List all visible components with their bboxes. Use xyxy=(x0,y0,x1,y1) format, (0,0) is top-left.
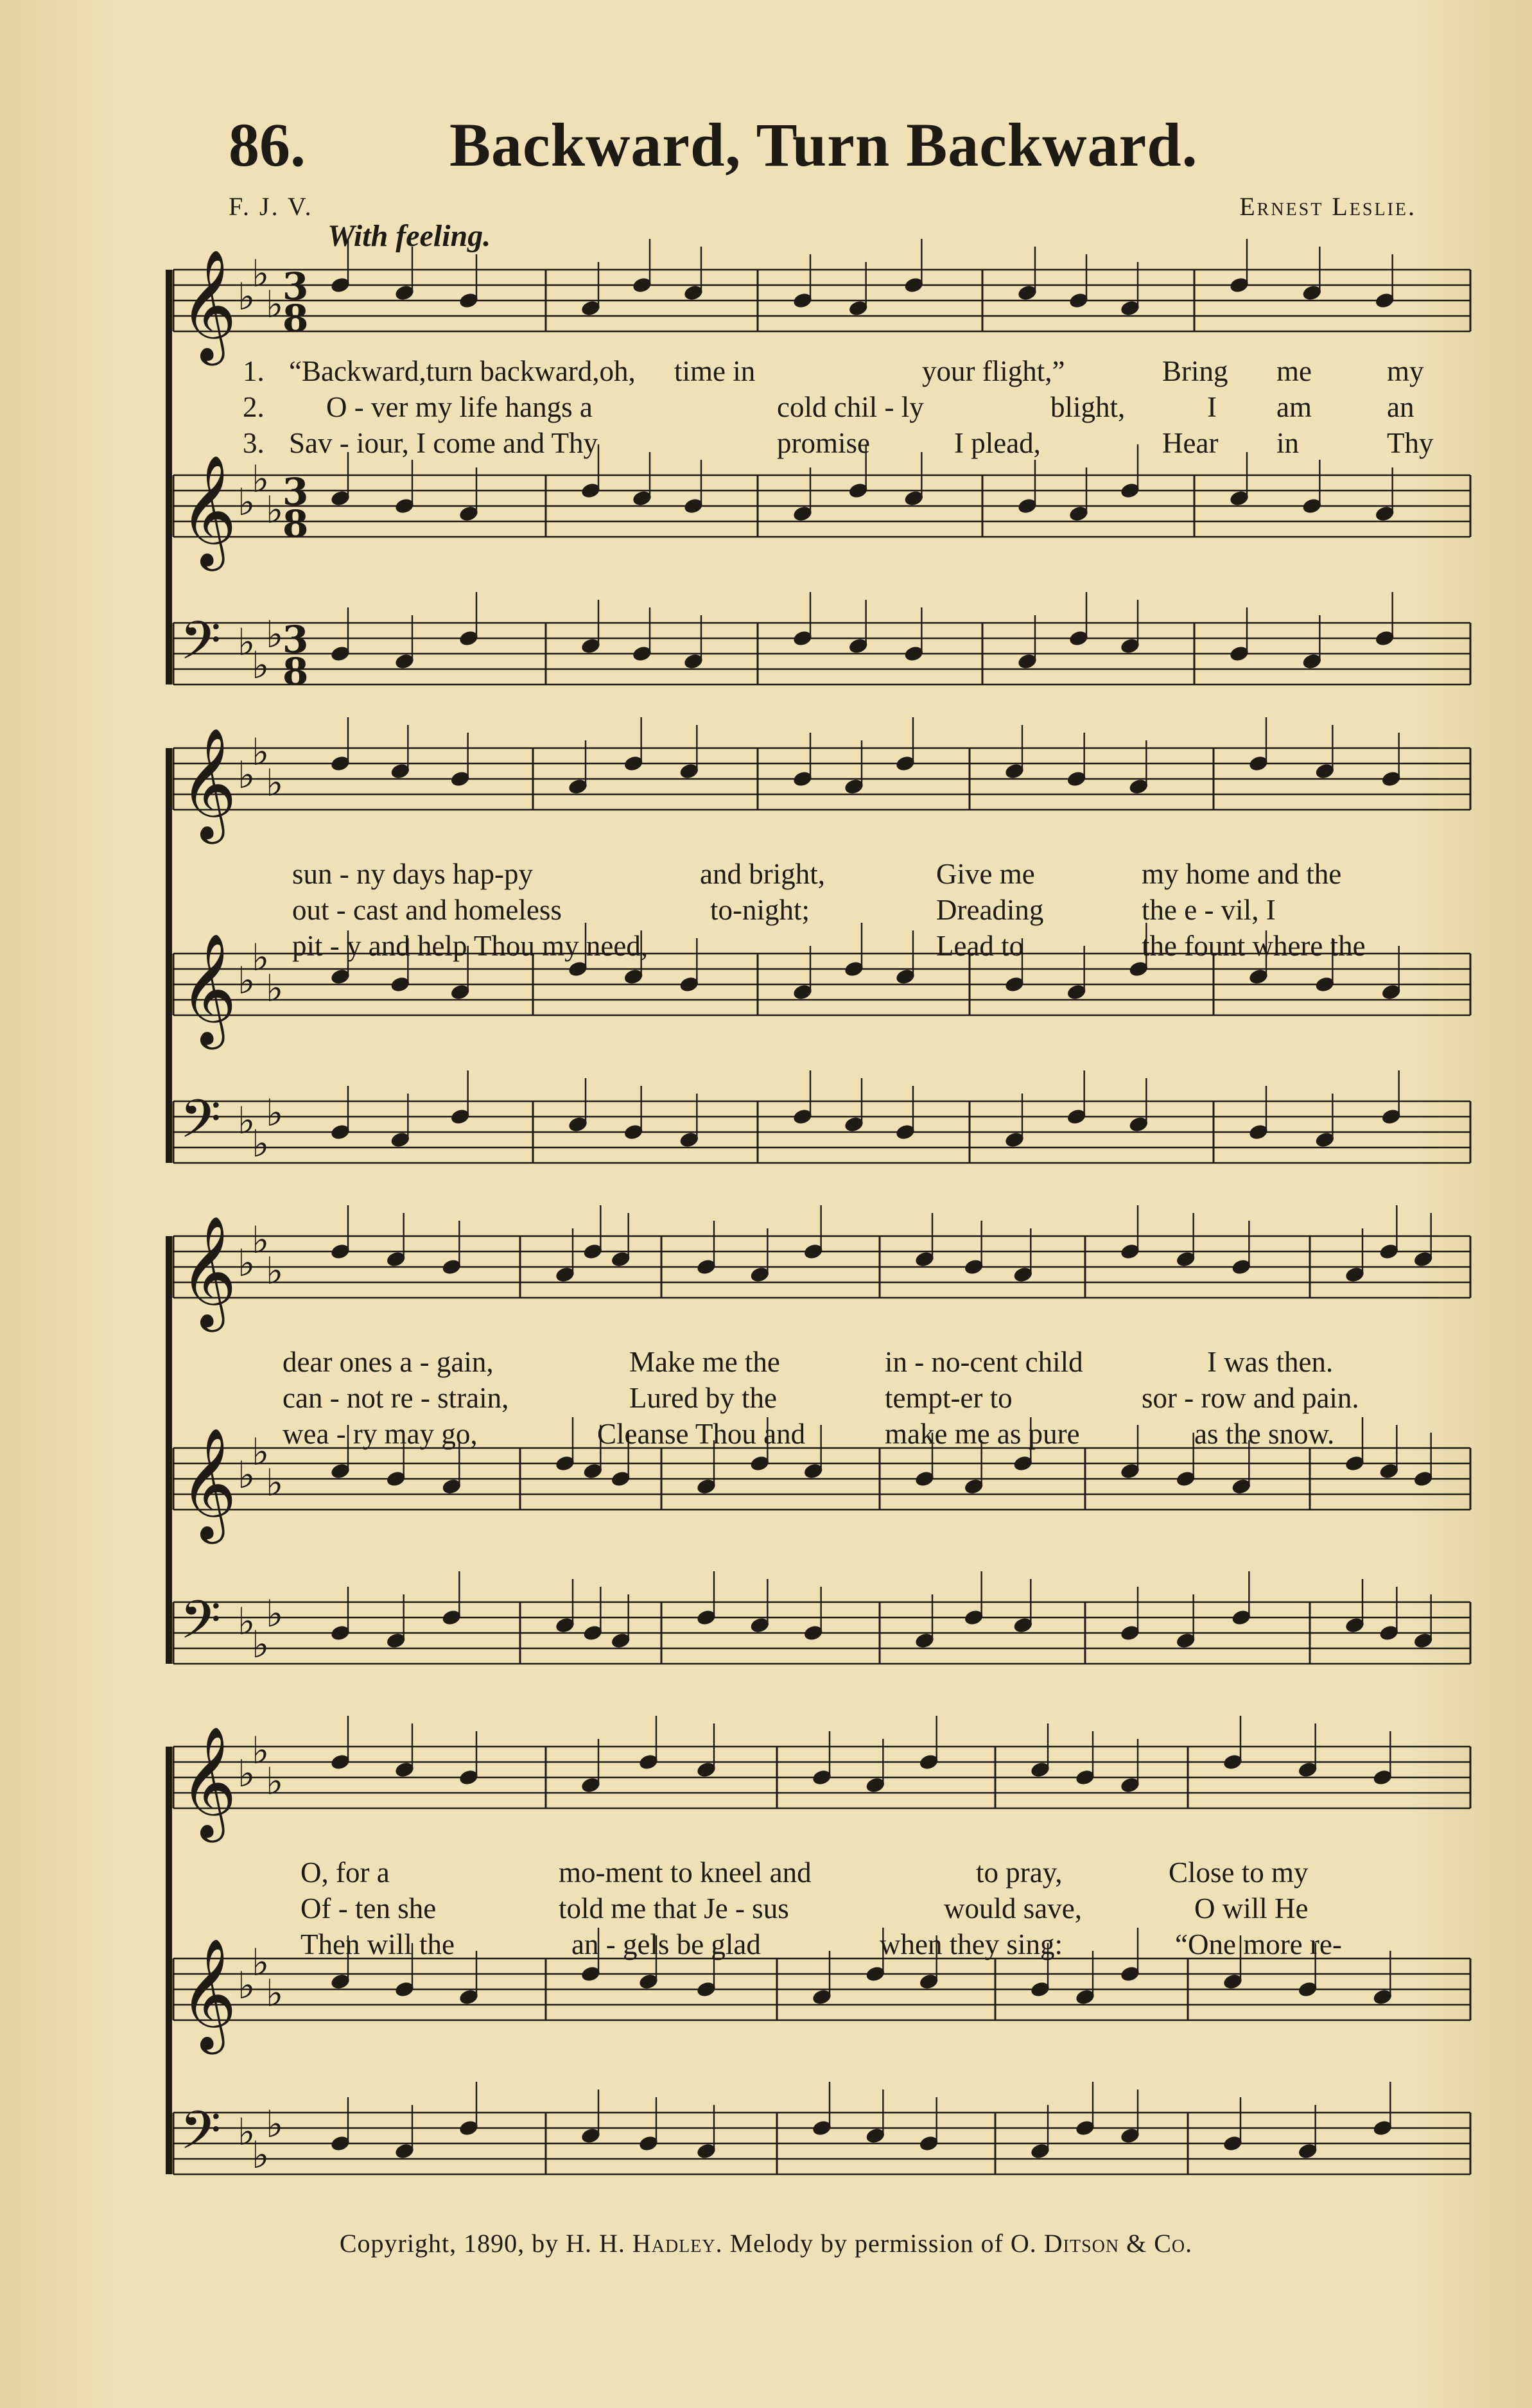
staff xyxy=(173,2082,1470,2177)
flat-icon: ♭ xyxy=(252,2133,270,2177)
lyric-syllable: wea - ry may go, xyxy=(283,1418,478,1450)
treble-clef-icon: 𝄞 xyxy=(180,1216,237,1327)
lyric-syllable: as the snow. xyxy=(1194,1418,1335,1450)
flat-icon: ♭ xyxy=(238,2110,256,2154)
lyric-syllable: I was then. xyxy=(1207,1346,1334,1378)
music-system-3 xyxy=(161,1216,1470,1711)
bass-clef-icon: 𝄢 xyxy=(180,609,222,685)
treble-clef-icon: 𝄞 xyxy=(180,249,237,361)
flat-icon: ♭ xyxy=(266,761,284,805)
flat-icon: ♭ xyxy=(238,959,256,1002)
flat-icon: ♭ xyxy=(266,1091,284,1135)
lyric-syllable: pit - y and help Thou my need, xyxy=(292,930,648,962)
flat-icon: ♭ xyxy=(266,2102,284,2146)
hymn-title: Backward, Turn Backward. xyxy=(449,110,1198,179)
lyric-syllable: Of - ten she xyxy=(300,1892,437,1924)
flat-icon: ♭ xyxy=(266,1759,284,1803)
lyric-syllable: Hear xyxy=(1162,427,1219,459)
flat-icon: ♭ xyxy=(238,1453,256,1497)
lyric-syllable: to-night; xyxy=(710,894,810,926)
staff xyxy=(173,444,1470,571)
treble-clef-icon: 𝄞 xyxy=(180,1427,237,1539)
lyric-syllable: Thy xyxy=(1387,427,1434,459)
staff xyxy=(173,592,1470,694)
flat-icon: ♭ xyxy=(266,1971,284,2015)
lyric-syllable: me xyxy=(1276,355,1312,387)
flat-icon: ♭ xyxy=(252,1430,270,1474)
staff-notation xyxy=(161,1216,1470,1711)
flat-icon: ♭ xyxy=(252,936,270,979)
treble-clef-icon: 𝄞 xyxy=(180,1726,237,1838)
flat-icon: ♭ xyxy=(266,1249,284,1293)
lyric-syllable: Sav - iour, I come and Thy xyxy=(289,427,598,459)
lyric-syllable: dear ones a - gain, xyxy=(283,1346,494,1378)
publisher-name: Ditson & Co. xyxy=(1043,2229,1193,2258)
permission-text: . Melody by permission of O. xyxy=(715,2229,1037,2258)
copyright-footer xyxy=(0,2228,1532,2258)
system-bracket xyxy=(166,270,172,685)
flat-icon: ♭ xyxy=(238,620,256,664)
staff xyxy=(173,1070,1470,1165)
lyric-syllable: your flight,” xyxy=(922,355,1065,387)
lyric-syllable: would save, xyxy=(944,1892,1082,1924)
lyric-syllable: my home and the xyxy=(1142,858,1342,890)
time-signature: 3 xyxy=(283,618,309,661)
treble-clef-icon: 𝄞 xyxy=(180,1938,237,2050)
music-system-4 xyxy=(161,1726,1470,2222)
treble-clef-icon: 𝄞 xyxy=(180,455,237,566)
lyric-syllable: cold chil - ly xyxy=(777,391,924,423)
flat-icon: ♭ xyxy=(266,488,284,532)
flat-icon: ♭ xyxy=(252,1122,270,1165)
lyric-syllable: 2. xyxy=(243,391,265,423)
lyric-syllable: the fount where the xyxy=(1142,930,1366,962)
flat-icon: ♭ xyxy=(238,1099,256,1142)
treble-clef-icon: 𝄞 xyxy=(180,728,237,839)
flat-icon: ♭ xyxy=(238,1600,256,1643)
lyric-syllable: an - gels be glad xyxy=(571,1928,761,1960)
flat-icon: ♭ xyxy=(252,643,270,687)
lyric-syllable: 1. xyxy=(243,355,265,387)
flat-icon: ♭ xyxy=(252,457,270,501)
lyric-syllable: I plead, xyxy=(954,427,1041,459)
time-signature: 8 xyxy=(283,650,309,694)
lyric-syllable: 3. xyxy=(243,427,265,459)
lyric-syllable: Lured by the xyxy=(629,1382,777,1414)
lyric-syllable: Close to my xyxy=(1169,1856,1309,1889)
bass-clef-icon: 𝄢 xyxy=(180,2099,222,2174)
lyric-syllable: Cleanse Thou and xyxy=(597,1418,806,1450)
hymn-number: 86. xyxy=(229,110,306,179)
lyric-syllable: mo-ment to kneel and xyxy=(559,1856,812,1889)
lyric-syllable: I xyxy=(1207,391,1217,423)
copyright-holder: Hadley xyxy=(632,2229,716,2258)
flat-icon: ♭ xyxy=(252,1941,270,1984)
lyric-syllable: and bright, xyxy=(700,858,825,890)
lyric-syllable: sor - row and pain. xyxy=(1142,1382,1359,1414)
flat-icon: ♭ xyxy=(252,1218,270,1262)
staff xyxy=(173,717,1470,844)
flat-icon: ♭ xyxy=(266,966,284,1010)
treble-clef-icon: 𝄞 xyxy=(180,933,237,1045)
lyric-syllable: time in xyxy=(674,355,756,387)
flat-icon: ♭ xyxy=(252,730,270,774)
staff xyxy=(173,239,1470,366)
time-signature: 3 xyxy=(283,470,309,514)
system-bracket xyxy=(166,1747,172,2174)
lyric-syllable: “One more re- xyxy=(1175,1928,1342,1960)
flat-icon: ♭ xyxy=(266,1592,284,1636)
lyric-syllable: an xyxy=(1387,391,1414,423)
lyric-syllable: “Backward,turn backward,oh, xyxy=(289,355,636,387)
flat-icon: ♭ xyxy=(238,1241,256,1285)
system-bracket xyxy=(166,748,172,1163)
lyric-syllable: sun - ny days hap-py xyxy=(292,858,533,890)
flat-icon: ♭ xyxy=(238,275,256,318)
lyric-syllable: Bring xyxy=(1162,355,1228,387)
flat-icon: ♭ xyxy=(266,283,284,326)
staff-notation xyxy=(161,728,1470,1204)
lyric-syllable: O - ver my life hangs a xyxy=(326,391,593,423)
time-signature: 8 xyxy=(283,297,309,340)
lyric-syllable: the e - vil, I xyxy=(1142,894,1276,926)
lyric-syllable: my xyxy=(1387,355,1424,387)
lyric-syllable: out - cast and homeless xyxy=(292,894,562,926)
music-system-2 xyxy=(161,728,1470,1204)
lyric-syllable: make me as pure xyxy=(885,1418,1080,1450)
lyric-syllable: Give me xyxy=(936,858,1035,890)
bass-clef-icon: 𝄢 xyxy=(180,1589,222,1664)
flat-icon: ♭ xyxy=(238,753,256,797)
flat-icon: ♭ xyxy=(252,1623,270,1666)
staff xyxy=(173,1716,1470,1843)
lyric-syllable: blight, xyxy=(1050,391,1126,423)
flat-icon: ♭ xyxy=(266,1461,284,1505)
staff-notation xyxy=(161,249,1470,706)
lyric-syllable: O will He xyxy=(1194,1892,1309,1924)
lyric-syllable: am xyxy=(1276,391,1312,423)
staff xyxy=(173,1571,1470,1666)
lyric-syllable: Then will the xyxy=(300,1928,455,1960)
flat-icon: ♭ xyxy=(238,480,256,524)
tempo-marking: With feeling. xyxy=(327,219,491,253)
flat-icon: ♭ xyxy=(238,1964,256,2007)
music-system-1 xyxy=(161,249,1470,706)
lyric-syllable: O, for a xyxy=(300,1856,390,1889)
lyricist-credit: F. J. V. xyxy=(229,192,313,221)
lyric-syllable: Dreading xyxy=(936,894,1044,926)
lyric-syllable: tempt-er to xyxy=(885,1382,1013,1414)
lyric-syllable: in - no-cent child xyxy=(885,1346,1083,1378)
lyric-syllable: Lead to xyxy=(936,930,1024,962)
lyric-syllable: promise xyxy=(777,427,870,459)
flat-icon: ♭ xyxy=(252,252,270,295)
lyric-syllable: in xyxy=(1276,427,1300,459)
composer-credit: Ernest Leslie. xyxy=(1239,192,1416,221)
lyric-syllable: to pray, xyxy=(976,1856,1063,1889)
lyric-syllable: when they sing: xyxy=(880,1928,1063,1960)
flat-icon: ♭ xyxy=(266,613,284,656)
lyric-syllable: told me that Je - sus xyxy=(559,1892,789,1924)
lyric-syllable: Make me the xyxy=(629,1346,780,1378)
bass-clef-icon: 𝄢 xyxy=(180,1088,222,1163)
staff xyxy=(173,1205,1470,1332)
system-bracket xyxy=(166,1236,172,1664)
lyric-syllable: can - not re - strain, xyxy=(283,1382,509,1414)
flat-icon: ♭ xyxy=(238,1752,256,1795)
time-signature: 3 xyxy=(283,265,309,308)
time-signature: 8 xyxy=(283,502,309,546)
flat-icon: ♭ xyxy=(252,1729,270,1772)
staff-notation xyxy=(161,1726,1470,2222)
copyright-prefix: Copyright, 1890, by H. H. xyxy=(339,2229,625,2258)
